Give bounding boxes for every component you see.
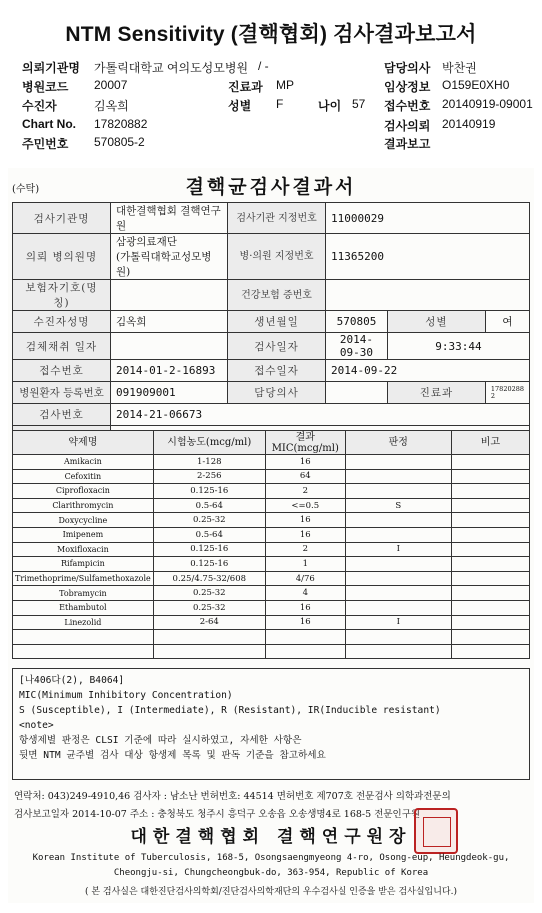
drug-cell-range: 0.5-64: [153, 498, 265, 513]
drug-row: [13, 586, 530, 601]
drug-cell-interp: [345, 469, 451, 484]
drug-cell-mic: 4/76: [265, 571, 345, 586]
test-date-key: 검사일자: [228, 333, 326, 360]
client-key: 의뢰 병의원명: [13, 234, 111, 280]
acc-date: 2014-09-22: [326, 360, 530, 382]
drug-cell-range: 0.25-32: [153, 513, 265, 528]
drug-cell-mic: [265, 630, 345, 645]
drug-susceptibility-table: [12, 430, 530, 659]
request-org: 가톨릭대학교 여의도성모병원: [94, 61, 249, 75]
drug-cell-interp: [345, 600, 451, 615]
drug-cell-note: [451, 469, 529, 484]
drug-cell-note: [451, 527, 529, 542]
certification-note: ( 본 검사실은 대한진단검사의학회/진단검사의학재단의 우수검사실 인증을 받은 검사실입니다.): [84, 887, 457, 897]
drug-row: [13, 557, 530, 572]
drug-cell-note: [451, 513, 529, 528]
english-address-2: Cheongju-si, Chungcheongbuk-do, 363-954, Republic of Korea: [113, 868, 429, 878]
drug-row: [13, 513, 530, 528]
notes-box: [12, 668, 530, 780]
drug-cell-note: [451, 644, 529, 659]
drug-cell-note: [451, 542, 529, 557]
name-key: 수진자성명: [13, 311, 111, 333]
drug-cell-note: [451, 557, 529, 572]
client-no-key: 병·의원 지정번호: [228, 234, 326, 280]
patient-label: 수진자: [22, 99, 57, 113]
drug-row: [13, 527, 530, 542]
drug-cell-mic: 16: [265, 455, 345, 470]
clinical-label: 임상정보: [384, 80, 431, 94]
ins-no: [326, 280, 530, 311]
drug-cell-note: [451, 586, 529, 601]
client-cell: [111, 234, 228, 280]
form-title: 결핵균검사결과서: [185, 176, 357, 198]
client-name: 삼광의료재단: [116, 236, 177, 248]
acc-key: 접수번호: [13, 360, 111, 382]
drug-cell-note: [451, 615, 529, 630]
age: 57: [352, 97, 366, 111]
reg-key: 병원환자 등록번호: [13, 382, 111, 404]
drug-cell-interp: [345, 527, 451, 542]
drug-cell-interp: [345, 484, 451, 499]
drug-row: [13, 455, 530, 470]
form-patient-name: 김옥희: [111, 311, 228, 333]
report-date-line: 검사보고일자 2014-10-07 주소 : 충청북도 청주시 흥덕구 오송읍 오송생명4로 168-5 전문인구원: [14, 809, 421, 820]
drug-cell-mic: 2: [265, 484, 345, 499]
drug-cell-note: [451, 455, 529, 470]
drug-cell-range: 0.25/4.75-32/608: [153, 571, 265, 586]
drug-cell-interp: [345, 557, 451, 572]
drug-cell-drug: Ciprofloxacin: [13, 484, 154, 499]
insured: [111, 280, 228, 311]
col-drug: 약제명: [13, 431, 154, 455]
drug-cell-interp: [345, 630, 451, 645]
drug-row: [13, 542, 530, 557]
ins-no-key: 건강보험 증번호: [228, 280, 326, 311]
lab-name: 대한결핵협회 결핵연구원: [111, 203, 228, 234]
drug-cell-drug: Cefoxitin: [13, 469, 154, 484]
scanned-result-form: [8, 168, 534, 903]
drug-row: [13, 644, 530, 659]
col-note: 비고: [451, 431, 529, 455]
collect-date: [111, 333, 228, 360]
drug-cell-note: [451, 600, 529, 615]
dob-key: 생년월일: [228, 311, 326, 333]
drug-cell-mic: 16: [265, 513, 345, 528]
lab-name-key: 검사기관명: [13, 203, 111, 234]
drug-cell-mic: 2: [265, 542, 345, 557]
english-address-1: Korean Institute of Tuberculosis, 168-5, Osongsaengmyeong 4-ro, Osong-eup, Heungdeok-gu,: [32, 853, 510, 863]
dept-label: 진료과: [228, 80, 263, 94]
drug-row: [13, 571, 530, 586]
rrn-label: 주민번호: [22, 137, 69, 151]
collect-key: 검체채취 일자: [13, 333, 111, 360]
drug-cell-note: [451, 571, 529, 586]
drug-cell-interp: [345, 586, 451, 601]
drug-cell-drug: Clarithromycin: [13, 498, 154, 513]
reg-number: 091909001: [111, 382, 228, 404]
drug-cell-note: [451, 630, 529, 645]
drug-row: [13, 615, 530, 630]
report-title: NTM Sensitivity (결핵협회) 검사결과보고서: [65, 23, 477, 46]
form-tag: (수탁): [12, 184, 40, 195]
drug-row: [13, 484, 530, 499]
doctor-label: 담당의사: [384, 61, 431, 75]
drug-cell-mic: 1: [265, 557, 345, 572]
form-dept-key: 진료과: [387, 382, 485, 404]
drug-cell-drug: Linezolid: [13, 615, 154, 630]
chart-label: Chart No.: [22, 117, 76, 131]
notes-tag: <note>: [19, 720, 54, 731]
test-date: 2014-09-30: [326, 333, 388, 360]
col-interp: 판정: [345, 431, 451, 455]
notes-line-2: 뒷면 NTM 균주별 검사 대상 항생제 목록 및 판독 기준을 참고하세요: [19, 750, 326, 761]
client-sub: (가톨릭대학교성모병원): [116, 251, 212, 278]
drug-cell-range: [153, 644, 265, 659]
drug-cell-range: 0.25-32: [153, 600, 265, 615]
drug-cell-interp: [345, 513, 451, 528]
test-time: 9:33:44: [387, 333, 529, 360]
form-dept: 17820288 2: [485, 382, 529, 404]
drug-cell-mic: 16: [265, 600, 345, 615]
drug-cell-mic: [265, 644, 345, 659]
drug-row: [13, 630, 530, 645]
acc-date-key: 접수일자: [228, 360, 326, 382]
drug-cell-mic: 16: [265, 615, 345, 630]
drug-cell-drug: [13, 630, 154, 645]
clinical-info: O159E0XH0: [442, 78, 510, 92]
drug-row: [13, 498, 530, 513]
notes-code: [나406다(2), B4064]: [19, 675, 125, 686]
drug-cell-drug: Rifampicin: [13, 557, 154, 572]
drug-cell-interp: S: [345, 498, 451, 513]
drug-cell-range: 2-64: [153, 615, 265, 630]
form-sex: 여: [485, 311, 529, 333]
rrn: 570805-2: [94, 135, 145, 149]
age-label: 나이: [318, 99, 342, 113]
drug-cell-range: 0.125-16: [153, 557, 265, 572]
chart-number: 17820882: [94, 117, 148, 131]
request-date-label: 검사의뢰: [384, 119, 431, 133]
drug-cell-mic: <=0.5: [265, 498, 345, 513]
col-range: 시험농도(mcg/ml): [153, 431, 265, 455]
dept: MP: [276, 78, 294, 92]
patient-info-table: [12, 202, 530, 448]
receipt-label: 접수번호: [384, 99, 431, 113]
request-org-label: 의뢰기관명: [22, 61, 80, 75]
drug-cell-note: [451, 484, 529, 499]
lab-no: 11000029: [326, 203, 530, 234]
form-sex-key: 성별: [387, 311, 485, 333]
drug-cell-range: 2-256: [153, 469, 265, 484]
drug-cell-interp: I: [345, 615, 451, 630]
doc-key: 담당의사: [228, 382, 326, 404]
sex-label: 성별: [228, 99, 252, 113]
drug-cell-drug: [13, 644, 154, 659]
test-no: 2014-21-06673: [111, 404, 530, 426]
drug-row: [13, 600, 530, 615]
form-doctor: [326, 382, 388, 404]
drug-table-body: [13, 455, 530, 659]
drug-cell-range: 1-128: [153, 455, 265, 470]
institute-name: 대한결핵협회 결핵연구원장: [130, 827, 412, 847]
hospital-code: 20007: [94, 78, 128, 92]
drug-cell-interp: [345, 571, 451, 586]
drug-cell-interp: [345, 455, 451, 470]
drug-cell-interp: I: [345, 542, 451, 557]
lab-no-key: 검사기관 지정번호: [228, 203, 326, 234]
drug-cell-drug: Doxycycline: [13, 513, 154, 528]
drug-cell-note: [451, 498, 529, 513]
patient-name: 김옥희: [94, 99, 129, 113]
drug-cell-range: 0.125-16: [153, 542, 265, 557]
sex: F: [276, 97, 284, 111]
drug-cell-range: 0.25-32: [153, 586, 265, 601]
acc-number: 2014-01-2-16893: [111, 360, 228, 382]
contact-line: 연락처: 043)249-4910,46 검사자 : 남소난 번허번호: 44514 면허번호 제707호 전문검사 의학과전문의: [14, 791, 451, 802]
report-label: 결과보고: [384, 137, 431, 151]
doctor: 박찬권: [442, 61, 477, 75]
client-no: 11365200: [326, 234, 530, 280]
drug-cell-drug: Trimethoprime/Sulfamethoxazole: [13, 571, 154, 586]
notes-legend: S (Susceptible), I (Intermediate), R (Resistant), IR(Inducible resistant): [19, 705, 441, 716]
hospital-code-label: 병원코드: [22, 80, 69, 94]
drug-cell-range: [153, 630, 265, 645]
dob: 570805: [326, 311, 388, 333]
drug-cell-range: 0.5-64: [153, 527, 265, 542]
notes-line-1: 항생제별 판정은 CLSI 기준에 따라 실시하였고, 자세한 사항은: [19, 735, 302, 746]
drug-cell-drug: Imipenem: [13, 527, 154, 542]
notes-mic-definition: MIC(Minimum Inhibitory Concentration): [19, 690, 233, 701]
drug-cell-mic: 16: [265, 527, 345, 542]
col-mic: 결과 MIC(mcg/ml): [265, 431, 345, 455]
request-date: 20140919: [442, 117, 496, 131]
drug-row: [13, 469, 530, 484]
official-seal: [414, 808, 458, 854]
receipt-number: 20140919-09001: [442, 97, 533, 111]
drug-cell-interp: [345, 644, 451, 659]
drug-cell-mic: 4: [265, 586, 345, 601]
ward-code: / -: [258, 59, 269, 73]
insured-key: 보험자기호(명칭): [13, 280, 111, 311]
drug-cell-drug: Amikacin: [13, 455, 154, 470]
drug-cell-range: 0.125-16: [153, 484, 265, 499]
report-header: [0, 55, 542, 155]
test-no-key: 검사번호: [13, 404, 111, 426]
drug-cell-mic: 64: [265, 469, 345, 484]
drug-cell-drug: Ethambutol: [13, 600, 154, 615]
drug-cell-drug: Moxifloxacin: [13, 542, 154, 557]
drug-cell-drug: Tobramycin: [13, 586, 154, 601]
